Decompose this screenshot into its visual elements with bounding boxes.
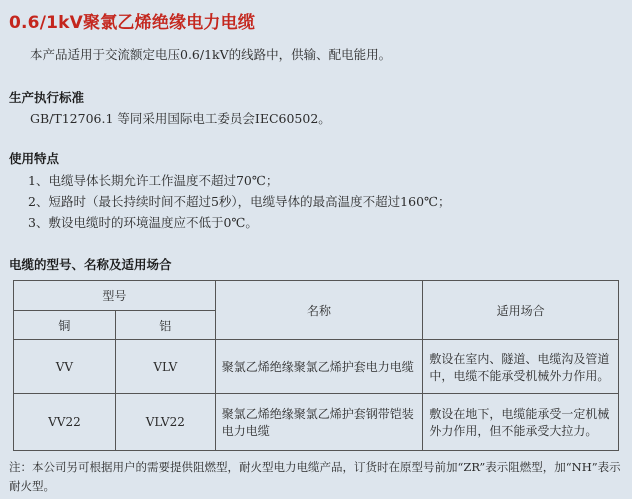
application-header: 适用场合 bbox=[423, 281, 619, 340]
name-cell: 聚氯乙烯绝缘聚氯乙烯护套电力电缆 bbox=[215, 340, 423, 394]
standards-text: GB/T12706.1 等同采用国际电工委员会IEC60502。 bbox=[30, 111, 331, 126]
list-item: 1、电缆导体长期允许工作温度不超过70℃； bbox=[28, 173, 279, 188]
application-cell: 敷设在地下，电缆能承受一定机械外力作用，但不能承受大拉力。 bbox=[423, 394, 619, 451]
table-row bbox=[14, 394, 619, 451]
application-cell: 敷设在室内、隧道、电缆沟及管道中，电缆不能承受机械外力作用。 bbox=[423, 340, 619, 394]
characteristics-heading: 使用特点 bbox=[9, 151, 60, 166]
intro-text: 本产品适用于交流额定电压0.6/1kV的线路中，供输、配电能用。 bbox=[30, 47, 392, 62]
copper-cell: VV bbox=[14, 340, 116, 394]
page-title: 0.6/1kV聚氯乙烯绝缘电力电缆 bbox=[9, 13, 256, 33]
name-header: 名称 bbox=[215, 281, 423, 340]
characteristics-list bbox=[28, 170, 451, 233]
models-table bbox=[13, 280, 619, 451]
standards-heading: 生产执行标准 bbox=[9, 90, 85, 105]
copper-cell: VV22 bbox=[14, 394, 116, 451]
model-header: 型号 bbox=[14, 281, 216, 311]
aluminum-header: 铝 bbox=[115, 311, 215, 340]
footnote: 注：本公司另可根据用户的需要提供阻燃型，耐火型电力电缆产品，订货时在原型号前加“ZR”表示阻燃型，加“NH”表示耐火型。 bbox=[9, 460, 621, 493]
list-item: 2、短路时（最长持续时间不超过5秒），电缆导体的最高温度不超过160℃； bbox=[28, 194, 451, 209]
aluminum-cell: VLV22 bbox=[115, 394, 215, 451]
list-item: 3、敷设电缆时的环境温度应不低于0℃。 bbox=[28, 215, 258, 230]
copper-header: 铜 bbox=[14, 311, 116, 340]
name-cell: 聚氯乙烯绝缘聚氯乙烯护套钢带铠装电力电缆 bbox=[215, 394, 423, 451]
models-heading: 电缆的型号、名称及适用场合 bbox=[9, 257, 172, 272]
aluminum-cell: VLV bbox=[115, 340, 215, 394]
table-row bbox=[14, 340, 619, 394]
